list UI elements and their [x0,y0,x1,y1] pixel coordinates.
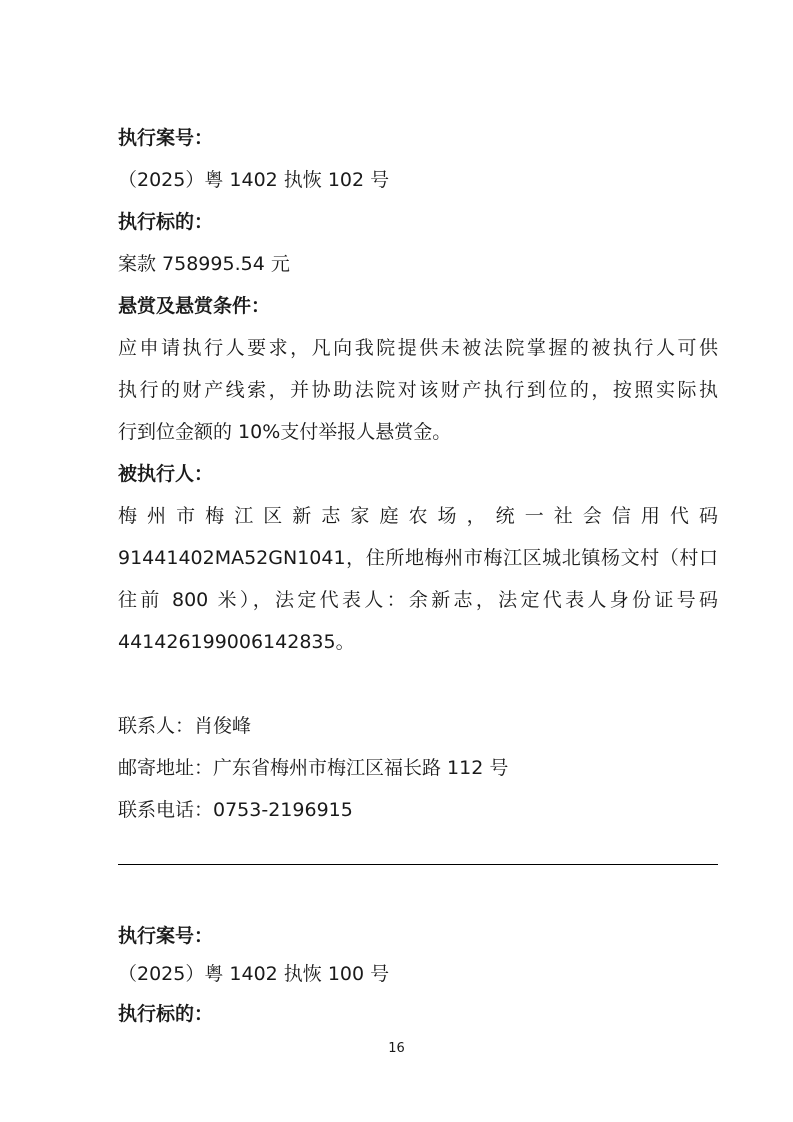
case-number-label: 执行案号： [118,127,214,149]
reward-conditions-line: 执行的财产线索，并协助法院对该财产执行到位的，按照实际执 [118,379,718,401]
reward-conditions-line: 应申请执行人要求，凡向我院提供未被法院掌握的被执行人可供 [118,337,718,359]
execution-target: 案款 758995.54 元 [118,253,290,275]
section-divider [118,864,718,865]
executee-line: 441426199006142835。 [118,631,355,653]
contact-person: 联系人：肖俊峰 [118,715,252,737]
executee-line: 91441402MA52GN1041，住所地梅州市梅江区城北镇杨文村（村口 [118,547,718,569]
contact-phone: 联系电话：0753-2196915 [118,799,353,821]
execution-target-label: 执行标的： [118,211,214,233]
page-number: 16 [388,1041,405,1056]
case-number-label: 执行案号： [118,925,214,947]
reward-conditions-label: 悬赏及悬赏条件： [118,295,271,317]
mailing-address: 邮寄地址：广东省梅州市梅江区福长路 112 号 [118,757,509,779]
executee-line: 梅州市梅江区新志家庭农场，统一社会信用代码 [118,505,718,527]
executee-line: 往前 800 米），法定代表人：余新志，法定代表人身份证号码 [118,589,718,611]
execution-target-label: 执行标的： [118,1003,214,1025]
reward-conditions-line: 行到位金额的 10%支付举报人悬赏金。 [118,421,452,443]
case-number: （2025）粤 1402 执恢 102 号 [118,169,390,191]
executee-label: 被执行人： [118,463,214,485]
case-number: （2025）粤 1402 执恢 100 号 [118,963,390,985]
